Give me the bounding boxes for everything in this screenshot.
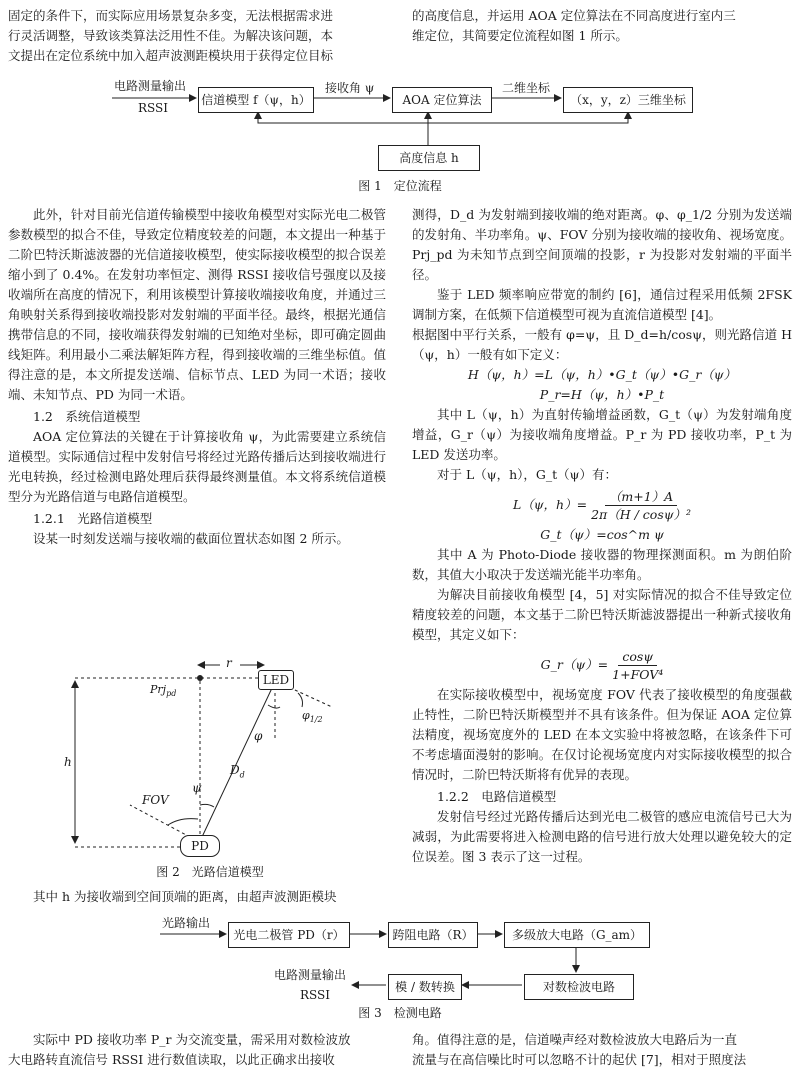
paragraph: 其中 L（ψ，h）为直射传输增益函数，G_t（ψ）为发射端角度增益，G_r（ψ）为接收端角度增益。P_r 为 PD 接收功率，P_t 为 LED 发送功率。	[412, 407, 792, 462]
top-left-text	[8, 6, 383, 66]
fig1-3d-box: （x，y，z）三维坐标	[563, 87, 693, 113]
paragraph: 为解决目前接收角模型 [4，5] 对实际情况的拟合不佳导致定位精度较差的问题，本文基于二阶巴特沃斯滤波器提出一种新式接收角模型，其定义如下：	[412, 587, 792, 642]
equation-3-numerator: （m+1）A	[605, 488, 677, 506]
paragraph: 其中 h 为接收端到空间顶端的距离，由超声波测距模块	[33, 889, 337, 904]
paragraph: 设某一时刻发送端与接收端的截面位置状态如图 2 所示。	[33, 531, 349, 546]
equation-1: H（ψ，h）=L（ψ，h）•G_t（ψ）•G_r（ψ）	[467, 367, 737, 382]
fig2-dd-label	[230, 763, 245, 782]
bottom-right-text	[412, 1030, 792, 1070]
fig2-psi-label: ψ	[192, 781, 202, 795]
fig2-fov-label: FOV	[142, 793, 169, 807]
equation-3-fraction	[591, 488, 691, 523]
fig3-output-rssi: RSSI	[300, 988, 331, 1002]
paragraph: 此外，针对目前光信道传输模型中接收角模型对实际光电二极管参数模型的拟合不佳，导致定位精度较差的问题，本文提出一种基于二阶巴特沃斯滤波器的光信道接收模型，使实际接收模型的拟合误差缩小到了 0.4%。在发射功率恒定、测得 RSSI 接收信号强度以及接收端所在高度的情况下，利用该模型计算接收端接收角度，并通过三角映射关系得到接收端投影对发射端的平面半径。最终，根据光通信携带信息的不同，接收端获得发射端的已知绝对坐标，即可确定圆曲线矩阵。利用最小二乘法解矩阵方程，得到接收端的三维坐标值。值得注意的是，本文所提发送端、信标节点、LED 为同一术语；接收端、未知节点、PD 为同一术语。	[8, 207, 386, 402]
fig2-dd-sub: d	[239, 770, 245, 780]
paragraph: 鉴于 LED 频率响应带宽的制约 [6]，通信过程采用低频 2FSK 调制方案，在低频下信道模型可视为直流信道模型 [4]。	[412, 287, 792, 322]
section-heading-1-2-1: 1.2.1 光路信道模型	[33, 511, 153, 526]
fig1-channel-model-box: 信道模型 f（ψ，h）	[198, 87, 314, 113]
paragraph: 其中 A 为 Photo-Diode 接收器的物理探测面积。m 为朗伯阶数，其值大小取决于发送端光能半功率角。	[412, 547, 792, 582]
fig1-input-label: 电路测量输出	[114, 79, 187, 93]
fig3-adc-box: 模 / 数转换	[388, 974, 462, 1000]
text-line: 实际中 PD 接收功率 P_r 为交流变量，需采用对数检波放	[33, 1032, 351, 1047]
bottom-left-text	[8, 1030, 386, 1070]
left-column-tail	[8, 887, 386, 907]
fig2-h-label: h	[64, 755, 72, 769]
paragraph: 对于 L（ψ，h），G_t（ψ）有：	[437, 467, 617, 482]
fig2-phi-half-label	[302, 709, 323, 727]
fig3-caption: 图 3 检测电路	[358, 1006, 442, 1020]
section-heading-1-2-2: 1.2.2 电路信道模型	[437, 789, 557, 804]
equation-5-numerator: cosψ	[618, 648, 657, 666]
fig3-output-label: 电路测量输出	[274, 968, 347, 982]
fig2-dd-text: D	[230, 763, 240, 777]
paragraph: 发射信号经过光路传播后达到光电二极管的感应电流信号已大为减弱，为此需要将进入检测电路的信号进行放大处理以避免较大的定位误差。图 3 表示了这一过程。	[412, 809, 792, 864]
fig2-r-label: r	[226, 656, 232, 670]
equation-3	[412, 485, 792, 525]
fig2-phi-half-text: φ	[302, 709, 310, 722]
figure-1-flowchart	[0, 75, 800, 205]
fig2-prj-sub: pd	[166, 689, 177, 699]
paragraph: 根据图中平行关系，一般有 φ=ψ，且 D_d=h/cosψ，则光路信道 H（ψ，h）一般有如下定义：	[412, 327, 792, 362]
fig2-pd-box: PD	[180, 835, 220, 857]
text-line: 固定的条件下，而实际应用场景复杂多变，无法根据需求进	[8, 8, 334, 23]
fig1-2d-label: 二维坐标	[502, 81, 551, 95]
fig2-phi-label: φ	[254, 729, 263, 743]
fig1-input-rssi: RSSI	[138, 101, 169, 115]
fig3-input-label: 光路输出	[162, 916, 211, 930]
figure-2-diagram	[40, 655, 370, 885]
fig2-led-box: LED	[258, 670, 294, 690]
text-line: 文提出在定位系统中加入超声波测距模块用于获得定位目标	[8, 48, 334, 63]
top-right-text	[412, 6, 792, 46]
equation-5-lhs: G_r（ψ）=	[540, 657, 609, 672]
text-line: 的高度信息，并运用 AOA 定位算法在不同高度进行室内三	[412, 8, 736, 23]
fig3-log-box: 对数检波电路	[524, 974, 634, 1000]
equation-5-fraction	[612, 648, 663, 683]
text-line: 大电路转直流信号 RSSI 进行数值读取，以此正确求出接收	[8, 1052, 335, 1067]
text-line: 角。值得注意的是，信道噪声经对数检波放大电路后为一直	[412, 1032, 738, 1047]
text-line: 维定位，其简要定位流程如图 1 所示。	[412, 28, 628, 43]
fig3-amp-box: 多级放大电路（G_am）	[504, 922, 650, 948]
equation-5	[412, 645, 792, 685]
text-line: 行灵活调整，导致该类算法泛用性不佳。为解决该问题，本	[8, 28, 334, 43]
fig2-prj-label	[150, 683, 176, 701]
left-column	[8, 205, 386, 549]
paragraph: 测得，D_d 为发射端到接收端的绝对距离。φ、φ_1/2 分别为发送端的发射角、半功率角。ψ、FOV 分别为接收端的接收角、视场宽度。Prj_pd 为未知节点到空间顶端的投影，r 为投影对发射端的平面半径。	[412, 207, 792, 282]
text-line: 流量与在高信噪比时可以忽略不计的起伏 [7]，相对于照度法	[412, 1052, 747, 1067]
paragraph: AOA 定位算法的关键在于计算接收角 ψ，为此需要建立系统信道模型。实际通信过程中发射信号将经过光路传播后达到接收端进行光电转换，经过检测电路处理后获得最终测量值。本文将系统信道模型分为光路信道与电路信道模型。	[8, 429, 386, 504]
fig3-tia-box: 跨阻电路（R）	[388, 922, 478, 948]
fig2-caption: 图 2 光路信道模型	[156, 865, 264, 879]
fig2-prj-text: Prj	[150, 683, 167, 696]
fig2-phi-half-sub: 1/2	[309, 715, 323, 725]
fig3-pd-box: 光电二极管 PD（r）	[228, 922, 350, 948]
fig1-caption: 图 1 定位流程	[358, 179, 442, 193]
equation-3-lhs: L（ψ，h）=	[512, 497, 588, 512]
fig1-aoa-box: AOA 定位算法	[392, 87, 492, 113]
equation-5-denominator: 1+FOV⁴	[612, 666, 664, 682]
fig1-height-box: 高度信息 h	[378, 145, 480, 171]
paragraph: 在实际接收模型中，视场宽度 FOV 代表了接收模型的角度强截止特性，二阶巴特沃斯模型并不具有该条件。但为保证 AOA 定位算法精度，视场宽度外的 LED 在本文实验中将被忽略，在该条件下可不考虑墙面漫射的影响。在仅讨论视场宽度内对实际接收模型的拟合情况时，二阶巴特沃斯将有优异的表现。	[412, 687, 792, 782]
equation-3-denominator: 2π（H / cosψ）²	[591, 506, 692, 522]
section-heading-1-2: 1.2 系统信道模型	[33, 409, 141, 424]
equation-2: P_r=H（ψ，h）•P_t	[539, 387, 665, 402]
fig1-angle-label: 接收角 ψ	[325, 81, 375, 95]
equation-4: G_t（ψ）=cos^m ψ	[540, 527, 664, 542]
figure-3-flowchart	[0, 908, 800, 1028]
right-column	[412, 205, 792, 867]
